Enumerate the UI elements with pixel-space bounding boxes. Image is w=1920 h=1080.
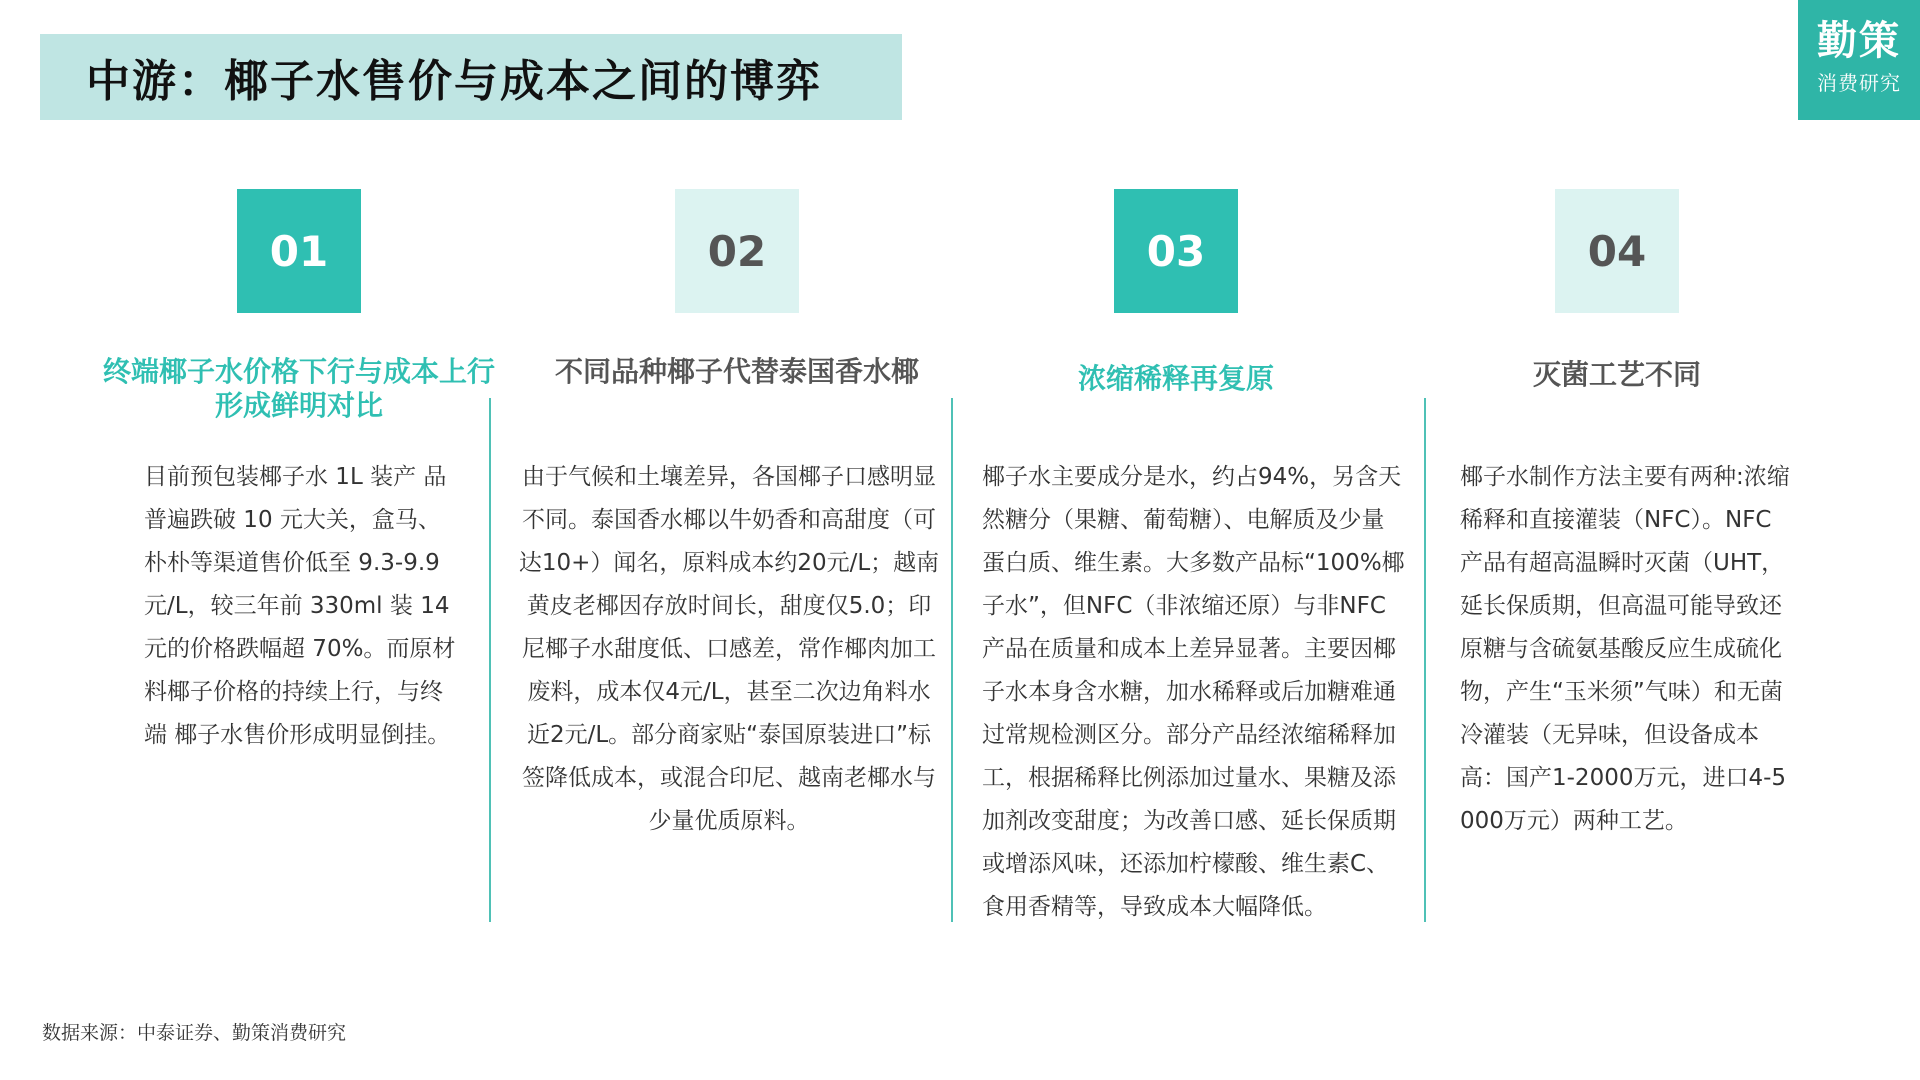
- column-divider-2: [951, 398, 953, 922]
- brand-subtitle: 消费研究: [1817, 71, 1901, 95]
- brand-badge: [1798, 0, 1920, 120]
- column-divider-3: [1424, 398, 1426, 922]
- step-number-03: 03: [1114, 189, 1238, 313]
- step-number-01: 01: [237, 189, 361, 313]
- data-source-note: 数据来源：中泰证券、勤策消费研究: [42, 1022, 347, 1044]
- column-heading-01: 终端椰子水价格下行与成本上行形成鲜明对比: [102, 355, 495, 422]
- brand-logo: 勤策: [1817, 17, 1901, 64]
- step-number-04: 04: [1555, 189, 1679, 313]
- column-body-04: 椰子水制作方法主要有两种:浓缩稀释和直接灌装（NFC）。NFC产品有超高温瞬时灭菌（UHT，延长保质期，但高温可能导致还原糖与含硫氨基酸反应生成硫化物，产生“玉米须”气味）和无菌冷灌装（无异味，但设备成本高：国产1-2000万元，进口4-5000万元）两种工艺。: [1460, 464, 1790, 834]
- column-body-02: 由于气候和土壤差异，各国椰子口感明显不同。泰国香水椰以牛奶香和高甜度（可达10+）闻名，原料成本约20元/L；越南黄皮老椰因存放时间长，甜度仅5.0；印尼椰子水甜度低、口感差，常作椰肉加工废料，成本仅4元/L，甚至二次边角料水近2元/L。部分商家贴“泰国原装进口”标签降低成本，或混合印尼、越南老椰水与少量优质原料。: [518, 464, 940, 834]
- column-body-03: 椰子水主要成分是水，约占94%，另含天然糖分（果糖、葡萄糖）、电解质及少量蛋白质、维生素。大多数产品标“100%椰子水”，但NFC（非浓缩还原）与非NFC产品在质量和成本上差异显著。主要因椰子水本身含水糖，加水稀释或后加糖难通过常规检测区分。部分产品经浓缩稀释加工，根据稀释比例添加过量水、果糖及添加剂改变甜度；为改善口感、延长保质期或增添风味，还添加柠檬酸、维生素C、食用香精等，导致成本大幅降低。: [982, 464, 1405, 920]
- column-divider-1: [489, 398, 491, 922]
- column-heading-03: 浓缩稀释再复原: [1077, 362, 1274, 395]
- column-body-01: 目前预包装椰子水 1L 装产 品普遍跌破 10 元大关，盒马、朴朴等渠道售价低至 9.3-9.9 元/L，较三年前 330ml 装 14 元的价格跌幅超 70%。而原材料椰子价格的持续上行，与终端 椰子水售价形成明显倒挂。: [144, 464, 456, 748]
- step-number-02: 02: [675, 189, 799, 313]
- page-title: 中游：椰子水售价与成本之间的博弈: [86, 56, 822, 107]
- title-banner: [40, 34, 902, 120]
- column-heading-02: 不同品种椰子代替泰国香水椰: [554, 355, 919, 388]
- column-heading-04: 灭菌工艺不同: [1532, 358, 1701, 391]
